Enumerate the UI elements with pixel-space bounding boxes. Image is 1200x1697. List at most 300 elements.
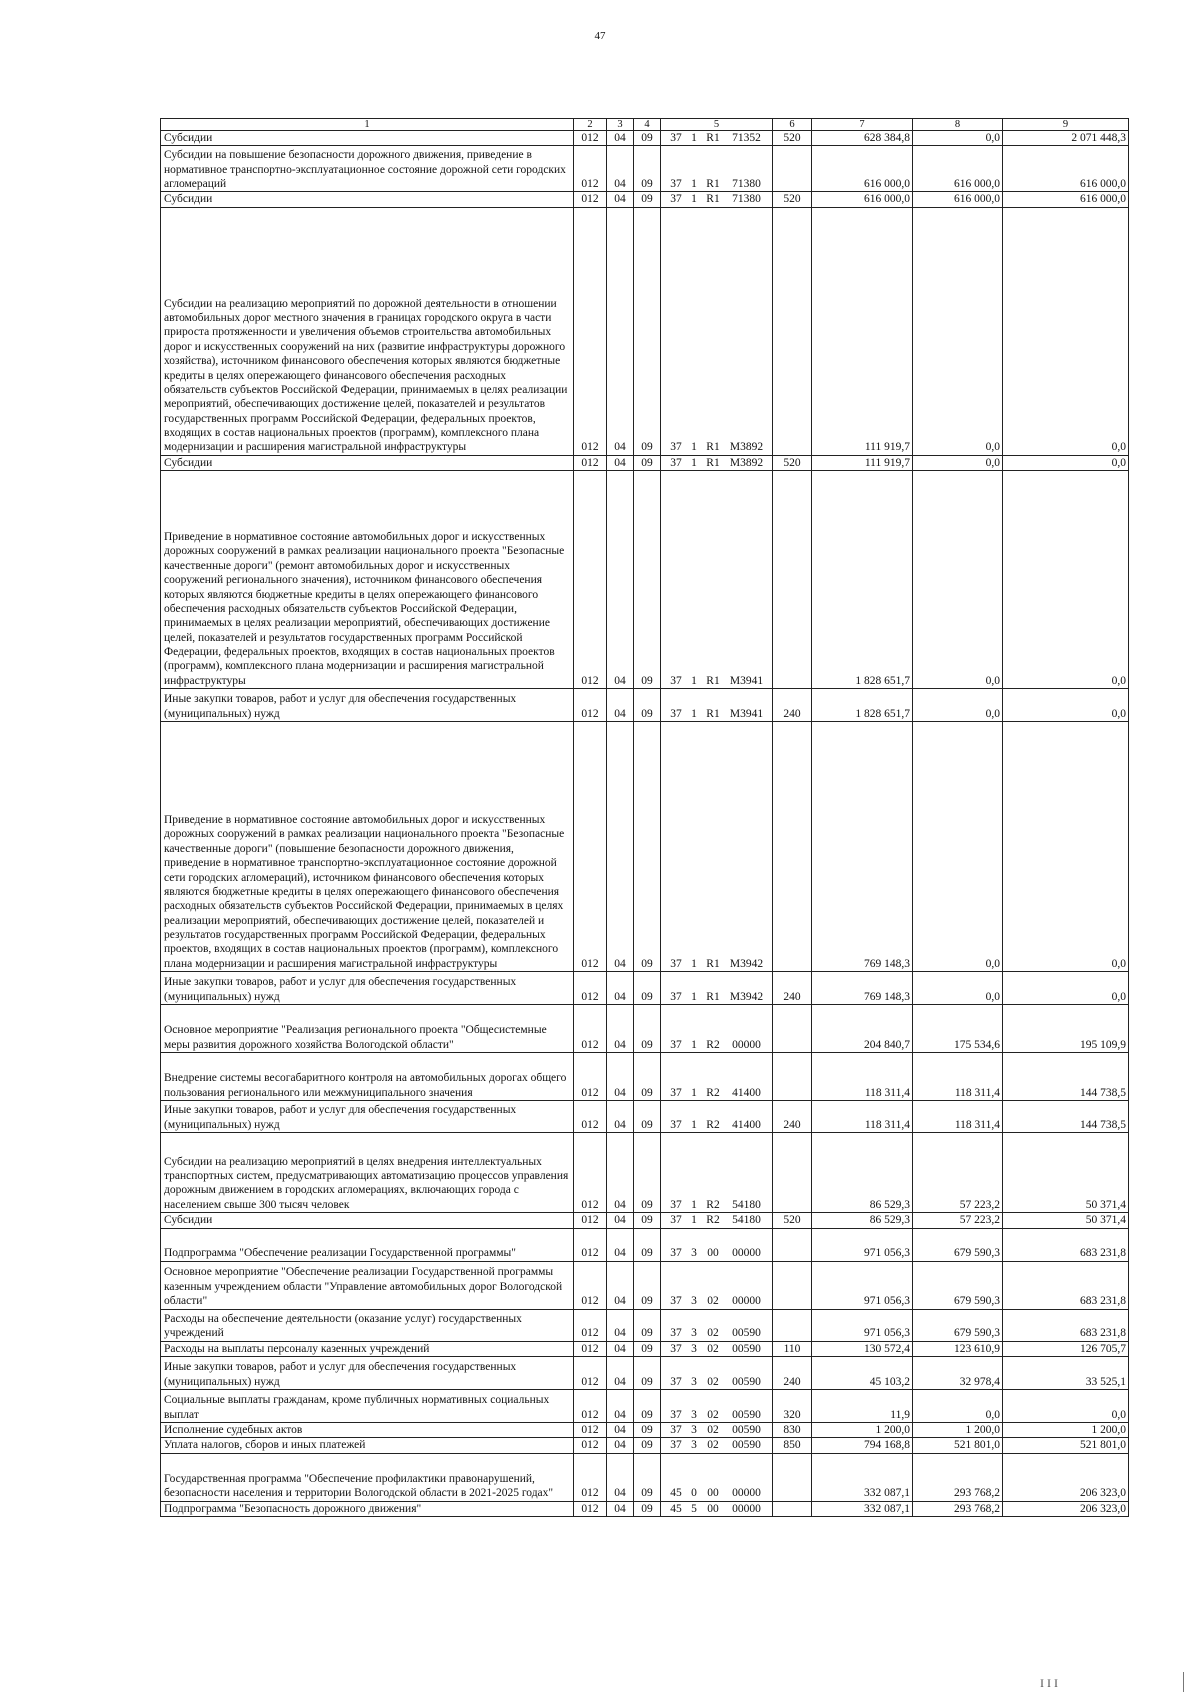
subsection-code: 09 [634, 1101, 661, 1133]
target-article-part: 00590 [732, 1423, 761, 1436]
target-article-part: 37 [670, 1423, 682, 1436]
target-article-part: 02 [707, 1408, 719, 1421]
target-article-cell [661, 1309, 773, 1341]
subsection-code: 09 [634, 1422, 661, 1437]
table-row [161, 1261, 1129, 1309]
target-article-part: 1 [691, 441, 697, 454]
budget-table [160, 118, 1129, 1517]
subsection-code: 09 [634, 455, 661, 470]
amount-year-1: 794 168,8 [812, 1438, 913, 1453]
target-article-part: 1 [691, 1198, 697, 1211]
target-article-code [664, 456, 769, 470]
target-article-cell [661, 1133, 773, 1213]
table-body [161, 131, 1129, 1517]
target-article-code [664, 1342, 769, 1356]
amount-year-1: 111 919,7 [812, 455, 913, 470]
section-code: 04 [607, 689, 634, 722]
target-article-part: 02 [707, 1327, 719, 1340]
amount-year-3: 144 738,5 [1003, 1053, 1129, 1101]
target-article-part: 71352 [732, 132, 761, 144]
subsection-code: 09 [634, 1453, 661, 1501]
target-article-part: 00 [707, 1487, 719, 1500]
table-row [161, 131, 1129, 146]
section-code: 04 [607, 1228, 634, 1261]
target-article-part: R1 [706, 193, 720, 206]
target-article-part: 3 [691, 1408, 697, 1421]
target-article-code [664, 1408, 769, 1422]
target-article-cell [661, 1422, 773, 1437]
amount-year-2: 0,0 [913, 1389, 1003, 1422]
target-article-part: 1 [691, 132, 697, 144]
amount-year-1: 111 919,7 [812, 207, 913, 455]
amount-year-2: 57 223,2 [913, 1133, 1003, 1213]
target-article-part: M3942 [729, 990, 764, 1003]
target-article-part: 00 [707, 1502, 719, 1515]
amount-year-2: 0,0 [913, 722, 1003, 972]
amount-year-1: 1 828 651,7 [812, 689, 913, 722]
target-article-part: 37 [670, 957, 682, 970]
section-code: 04 [607, 1213, 634, 1228]
amount-year-3: 683 231,8 [1003, 1261, 1129, 1309]
target-article-code [664, 1086, 769, 1100]
grbs-code: 012 [574, 1438, 607, 1453]
row-name: Субсидии на реализацию мероприятий в целях внедрения интеллектуальных транспортных систем, предусматривающих автоматизацию процессов управления дорожным движением в городских агломерациях, включающих города с населением свыше 300 тысяч человек [161, 1133, 574, 1213]
amount-year-1: 332 087,1 [812, 1501, 913, 1516]
table-row [161, 1501, 1129, 1516]
target-article-code [664, 1213, 769, 1227]
expense-type-code [773, 722, 812, 972]
target-article-part: 1 [691, 674, 697, 687]
target-article-code [664, 1038, 769, 1052]
table-row [161, 455, 1129, 470]
amount-year-3: 0,0 [1003, 689, 1129, 722]
target-article-part: 41400 [732, 1086, 761, 1099]
amount-year-2: 521 801,0 [913, 1438, 1003, 1453]
subsection-code: 09 [634, 192, 661, 207]
amount-year-2: 118 311,4 [913, 1101, 1003, 1133]
target-article-cell [661, 146, 773, 192]
target-article-cell [661, 689, 773, 722]
target-article-part: R1 [706, 441, 720, 454]
expense-type-code: 520 [773, 131, 812, 146]
amount-year-2: 0,0 [913, 972, 1003, 1005]
expense-type-code [773, 1261, 812, 1309]
table-row [161, 207, 1129, 455]
target-article-code [664, 1375, 769, 1389]
subsection-code: 09 [634, 1438, 661, 1453]
target-article-code [664, 1502, 769, 1516]
amount-year-1: 86 529,3 [812, 1133, 913, 1213]
expense-type-code [773, 1133, 812, 1213]
expense-type-code [773, 146, 812, 192]
amount-year-1: 45 103,2 [812, 1356, 913, 1389]
page-number: 47 [594, 30, 606, 42]
header-cell: 1 [161, 119, 574, 131]
table-row [161, 1453, 1129, 1501]
target-article-part: 37 [670, 132, 682, 144]
amount-year-3: 1 200,0 [1003, 1422, 1129, 1437]
row-name: Субсидии [161, 131, 574, 146]
amount-year-3: 50 371,4 [1003, 1133, 1129, 1213]
target-article-part: 71380 [732, 193, 761, 206]
grbs-code: 012 [574, 1005, 607, 1053]
row-name: Приведение в нормативное состояние автомобильных дорог и искусственных дорожных сооружений в рамках реализации национального проекта "Безопасные качественные дороги" (ремонт автомобильных дорог и искусственных сооружений регионального значения), источником финансового обеспечения которых являются бюджетные кредиты в целях опережающего финансового обеспечения расходных обязательств субъектов Российской Федерации, принимаемых в целях реализации мероприятий, обеспечивающих достижение целей, показателей и результатов государственных программ Российской Федерации, федеральных проектов, входящих в состав национальных проектов (программ), комплексного плана модернизации и расширения магистральной инфраструктуры [161, 471, 574, 689]
expense-type-code [773, 471, 812, 689]
grbs-code: 012 [574, 1422, 607, 1437]
amount-year-2: 123 610,9 [913, 1341, 1003, 1356]
target-article-code [664, 957, 769, 971]
amount-year-2: 0,0 [913, 471, 1003, 689]
amount-year-1: 332 087,1 [812, 1453, 913, 1501]
section-code: 04 [607, 1261, 634, 1309]
target-article-part: 1 [691, 1214, 697, 1227]
row-name: Субсидии [161, 192, 574, 207]
amount-year-3: 616 000,0 [1003, 146, 1129, 192]
amount-year-1: 1 200,0 [812, 1422, 913, 1437]
row-name: Субсидии [161, 455, 574, 470]
header-cell: 8 [913, 119, 1003, 131]
amount-year-3: 0,0 [1003, 471, 1129, 689]
target-article-code [664, 707, 769, 721]
subsection-code: 09 [634, 1213, 661, 1228]
section-code: 04 [607, 192, 634, 207]
target-article-code [664, 1423, 769, 1437]
target-article-part: R2 [706, 1214, 720, 1227]
target-article-cell [661, 1356, 773, 1389]
grbs-code: 012 [574, 1501, 607, 1516]
subsection-code: 09 [634, 1309, 661, 1341]
target-article-part: R2 [706, 1118, 720, 1131]
target-article-part: 00000 [732, 1038, 761, 1051]
grbs-code: 012 [574, 1133, 607, 1213]
amount-year-2: 0,0 [913, 689, 1003, 722]
target-article-part: 3 [691, 1342, 697, 1355]
target-article-part: 02 [707, 1423, 719, 1436]
section-code: 04 [607, 1341, 634, 1356]
header-cell: 2 [574, 119, 607, 131]
target-article-part: 1 [691, 1038, 697, 1051]
expense-type-code: 520 [773, 192, 812, 207]
section-code: 04 [607, 1501, 634, 1516]
target-article-part: 3 [691, 1295, 697, 1308]
target-article-part: 00590 [732, 1327, 761, 1340]
subsection-code: 09 [634, 1356, 661, 1389]
target-article-part: 37 [670, 1247, 682, 1260]
target-article-part: 02 [707, 1295, 719, 1308]
target-article-part: 54180 [732, 1198, 761, 1211]
target-article-cell [661, 471, 773, 689]
target-article-part: 37 [670, 1342, 682, 1355]
target-article-code [664, 1438, 769, 1452]
target-article-part: 37 [670, 1198, 682, 1211]
target-article-part: 37 [670, 1439, 682, 1452]
amount-year-1: 769 148,3 [812, 972, 913, 1005]
target-article-cell [661, 1453, 773, 1501]
amount-year-1: 769 148,3 [812, 722, 913, 972]
table-row [161, 471, 1129, 689]
target-article-part: 45 [670, 1487, 682, 1500]
expense-type-code: 240 [773, 689, 812, 722]
table-row [161, 1341, 1129, 1356]
subsection-code: 09 [634, 722, 661, 972]
expense-type-code: 240 [773, 972, 812, 1005]
target-article-part: 37 [670, 1327, 682, 1340]
amount-year-2: 0,0 [913, 131, 1003, 146]
subsection-code: 09 [634, 1261, 661, 1309]
table-row [161, 1228, 1129, 1261]
grbs-code: 012 [574, 1228, 607, 1261]
target-article-part: R1 [706, 132, 720, 144]
amount-year-1: 118 311,4 [812, 1053, 913, 1101]
target-article-part: 00590 [732, 1439, 761, 1452]
grbs-code: 012 [574, 1309, 607, 1341]
target-article-part: 37 [670, 1118, 682, 1131]
row-name: Приведение в нормативное состояние автомобильных дорог и искусственных дорожных сооружений в рамках реализации национального проекта "Безопасные качественные дороги" (повышение безопасности дорожного движения, приведение в нормативное транспортно-эксплуатационное состояние дорожной сети городских агломераций), источником финансового обеспечения которых являются бюджетные кредиты в целях опережающего финансового обеспечения расходных обязательств субъектов Российской Федерации, принимаемых в целях реализации мероприятий, обеспечивающих достижение целей, показателей и результатов государственных программ Российской Федерации, федеральных проектов, входящих в состав национальных проектов (программ), комплексного плана модернизации и расширения магистральной инфраструктуры [161, 722, 574, 972]
target-article-part: 37 [670, 1295, 682, 1308]
amount-year-2: 175 534,6 [913, 1005, 1003, 1053]
scan-edge-line [1183, 1672, 1184, 1692]
row-name: Иные закупки товаров, работ и услуг для обеспечения государственных (муниципальных) нужд [161, 1101, 574, 1133]
table-row [161, 1309, 1129, 1341]
target-article-part: 02 [707, 1375, 719, 1388]
subsection-code: 09 [634, 1341, 661, 1356]
target-article-part: 1 [691, 957, 697, 970]
grbs-code: 012 [574, 1213, 607, 1228]
amount-year-3: 0,0 [1003, 455, 1129, 470]
section-code: 04 [607, 1438, 634, 1453]
section-code: 04 [607, 471, 634, 689]
amount-year-2: 0,0 [913, 207, 1003, 455]
grbs-code: 012 [574, 192, 607, 207]
target-article-part: 00590 [732, 1408, 761, 1421]
target-article-part: 1 [691, 1086, 697, 1099]
row-name: Субсидии на повышение безопасности дорожного движения, приведение в нормативное транспортно-эксплуатационное состояние дорожной сети городских агломераций [161, 146, 574, 192]
section-code: 04 [607, 972, 634, 1005]
section-code: 04 [607, 1053, 634, 1101]
target-article-cell [661, 1438, 773, 1453]
amount-year-3: 206 323,0 [1003, 1453, 1129, 1501]
section-code: 04 [607, 207, 634, 455]
target-article-part: M3892 [729, 456, 764, 469]
target-article-part: M3892 [729, 441, 764, 454]
grbs-code: 012 [574, 689, 607, 722]
target-article-cell [661, 972, 773, 1005]
amount-year-3: 683 231,8 [1003, 1228, 1129, 1261]
target-article-cell [661, 1389, 773, 1422]
row-name: Внедрение системы весогабаритного контроля на автомобильных дорогах общего пользования регионального или межмуниципального значения [161, 1053, 574, 1101]
grbs-code: 012 [574, 722, 607, 972]
amount-year-3: 0,0 [1003, 207, 1129, 455]
grbs-code: 012 [574, 1356, 607, 1389]
section-code: 04 [607, 1422, 634, 1437]
grbs-code: 012 [574, 1389, 607, 1422]
subsection-code: 09 [634, 1389, 661, 1422]
target-article-code [664, 1118, 769, 1132]
expense-type-code [773, 1453, 812, 1501]
amount-year-2: 679 590,3 [913, 1309, 1003, 1341]
amount-year-2: 293 768,2 [913, 1453, 1003, 1501]
target-article-part: 00590 [732, 1375, 761, 1388]
amount-year-1: 204 840,7 [812, 1005, 913, 1053]
grbs-code: 012 [574, 131, 607, 146]
grbs-code: 012 [574, 471, 607, 689]
section-code: 04 [607, 1389, 634, 1422]
table-row [161, 192, 1129, 207]
target-article-cell [661, 1228, 773, 1261]
target-article-part: 37 [670, 1214, 682, 1227]
row-name: Подпрограмма "Обеспечение реализации Государственной программы" [161, 1228, 574, 1261]
target-article-part: 37 [670, 1375, 682, 1388]
target-article-cell [661, 192, 773, 207]
target-article-part: 37 [670, 441, 682, 454]
target-article-part: 1 [691, 456, 697, 469]
target-article-part: 5 [691, 1502, 697, 1515]
target-article-part: 1 [691, 193, 697, 206]
target-article-part: 00 [707, 1247, 719, 1260]
amount-year-3: 2 071 448,3 [1003, 131, 1129, 146]
subsection-code: 09 [634, 1133, 661, 1213]
grbs-code: 012 [574, 1453, 607, 1501]
amount-year-3: 33 525,1 [1003, 1356, 1129, 1389]
target-article-code [664, 1326, 769, 1340]
row-name: Иные закупки товаров, работ и услуг для обеспечения государственных (муниципальных) нужд [161, 1356, 574, 1389]
target-article-part: 1 [691, 1118, 697, 1131]
row-name: Основное мероприятие "Обеспечение реализации Государственной программы казенным учреждением области "Управление автомобильных дорог Вологодской области" [161, 1261, 574, 1309]
section-code: 04 [607, 455, 634, 470]
amount-year-1: 118 311,4 [812, 1101, 913, 1133]
target-article-part: 00000 [732, 1502, 761, 1515]
amount-year-2: 0,0 [913, 455, 1003, 470]
target-article-part: R2 [706, 1086, 720, 1099]
header-cell: 7 [812, 119, 913, 131]
amount-year-1: 11,9 [812, 1389, 913, 1422]
target-article-part: 37 [670, 707, 682, 720]
expense-type-code [773, 1228, 812, 1261]
amount-year-2: 293 768,2 [913, 1501, 1003, 1516]
target-article-part: R1 [706, 674, 720, 687]
subsection-code: 09 [634, 1053, 661, 1101]
amount-year-2: 57 223,2 [913, 1213, 1003, 1228]
header-cell: 5 [661, 119, 773, 131]
target-article-code [664, 177, 769, 191]
amount-year-2: 32 978,4 [913, 1356, 1003, 1389]
header-cell: 4 [634, 119, 661, 131]
scan-mark: III [1040, 1676, 1061, 1690]
amount-year-1: 971 056,3 [812, 1228, 913, 1261]
target-article-part: 02 [707, 1439, 719, 1452]
target-article-part: 3 [691, 1423, 697, 1436]
subsection-code: 09 [634, 146, 661, 192]
amount-year-3: 521 801,0 [1003, 1438, 1129, 1453]
target-article-code [664, 131, 769, 145]
subsection-code: 09 [634, 1228, 661, 1261]
amount-year-2: 616 000,0 [913, 192, 1003, 207]
target-article-part: M3941 [729, 674, 764, 687]
row-name: Основное мероприятие "Реализация регионального проекта "Общесистемные меры развития дорожного хозяйства Вологодской области" [161, 1005, 574, 1053]
target-article-code [664, 1198, 769, 1212]
amount-year-2: 679 590,3 [913, 1261, 1003, 1309]
target-article-part: 37 [670, 1086, 682, 1099]
row-name: Иные закупки товаров, работ и услуг для обеспечения государственных (муниципальных) нужд [161, 972, 574, 1005]
table-row [161, 1133, 1129, 1213]
expense-type-code [773, 1005, 812, 1053]
target-article-part: 37 [670, 674, 682, 687]
target-article-part: 37 [670, 1408, 682, 1421]
target-article-part: 1 [691, 707, 697, 720]
target-article-part: 00590 [732, 1342, 761, 1355]
target-article-cell [661, 1101, 773, 1133]
amount-year-1: 616 000,0 [812, 192, 913, 207]
target-article-code [664, 1294, 769, 1308]
grbs-code: 012 [574, 455, 607, 470]
grbs-code: 012 [574, 972, 607, 1005]
grbs-code: 012 [574, 1341, 607, 1356]
target-article-part: 37 [670, 990, 682, 1003]
amount-year-3: 144 738,5 [1003, 1101, 1129, 1133]
row-name: Социальные выплаты гражданам, кроме публичных нормативных социальных выплат [161, 1389, 574, 1422]
amount-year-3: 206 323,0 [1003, 1501, 1129, 1516]
target-article-part: R2 [706, 1198, 720, 1211]
target-article-part: 02 [707, 1342, 719, 1355]
amount-year-3: 50 371,4 [1003, 1213, 1129, 1228]
header-cell: 6 [773, 119, 812, 131]
amount-year-2: 1 200,0 [913, 1422, 1003, 1437]
target-article-part: M3941 [729, 707, 764, 720]
target-article-part: 00000 [732, 1247, 761, 1260]
amount-year-2: 616 000,0 [913, 146, 1003, 192]
table-header-row [161, 119, 1129, 131]
grbs-code: 012 [574, 1053, 607, 1101]
target-article-cell [661, 207, 773, 455]
target-article-part: 41400 [732, 1118, 761, 1131]
target-article-code [664, 1486, 769, 1500]
subsection-code: 09 [634, 131, 661, 146]
target-article-code [664, 990, 769, 1004]
row-name: Расходы на выплаты персоналу казенных учреждений [161, 1341, 574, 1356]
table-row [161, 146, 1129, 192]
amount-year-3: 126 705,7 [1003, 1341, 1129, 1356]
target-article-part: R1 [706, 990, 720, 1003]
grbs-code: 012 [574, 146, 607, 192]
amount-year-3: 0,0 [1003, 722, 1129, 972]
expense-type-code [773, 207, 812, 455]
section-code: 04 [607, 1101, 634, 1133]
section-code: 04 [607, 1005, 634, 1053]
section-code: 04 [607, 1309, 634, 1341]
row-name: Субсидии [161, 1213, 574, 1228]
expense-type-code [773, 1309, 812, 1341]
table-row [161, 1389, 1129, 1422]
target-article-cell [661, 722, 773, 972]
target-article-part: R1 [706, 957, 720, 970]
row-name: Исполнение судебных актов [161, 1422, 574, 1437]
expense-type-code: 520 [773, 455, 812, 470]
header-cell: 9 [1003, 119, 1129, 131]
table-row [161, 722, 1129, 972]
subsection-code: 09 [634, 471, 661, 689]
target-article-part: M3942 [729, 957, 764, 970]
row-name: Иные закупки товаров, работ и услуг для обеспечения государственных (муниципальных) нужд [161, 689, 574, 722]
target-article-code [664, 192, 769, 206]
row-name: Субсидии на реализацию мероприятий по дорожной деятельности в отношении автомобильных дорог местного значения в границах городского округа в части прироста протяженности и увеличения объемов строительства автомобильных дорог и искусственных сооружений на них (развитие инфраструктуры дорожного хозяйства), источником финансового обеспечения которых являются бюджетные кредиты в целях опережающего финансового обеспечения расходных обязательств субъектов Российской Федерации, принимаемых в целях реализации мероприятий, обеспечивающих достижение целей, показателей и результатов государственных программ Российской Федерации, федеральных проектов, входящих в состав национальных проектов (программ), комплексного плана модернизации и расширения магистральной инфраструктуры [161, 207, 574, 455]
target-article-cell [661, 455, 773, 470]
amount-year-3: 683 231,8 [1003, 1309, 1129, 1341]
amount-year-3: 616 000,0 [1003, 192, 1129, 207]
target-article-cell [661, 1005, 773, 1053]
section-code: 04 [607, 1133, 634, 1213]
row-name: Государственная программа "Обеспечение профилактики правонарушений, безопасности населения и территории Вологодской области в 2021-2025 годах" [161, 1453, 574, 1501]
expense-type-code: 240 [773, 1356, 812, 1389]
